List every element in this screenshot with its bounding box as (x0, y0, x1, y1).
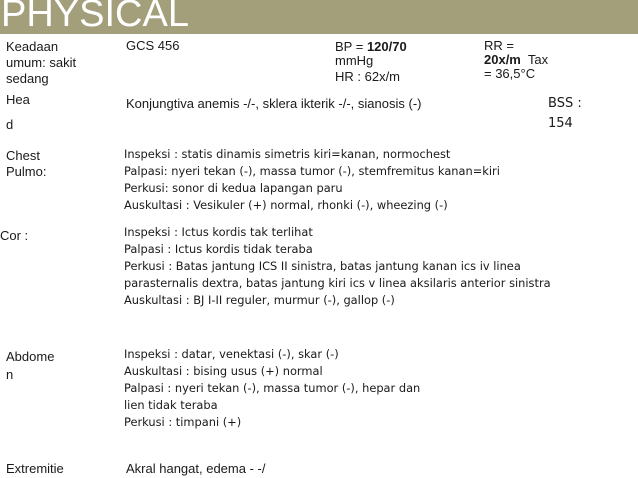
rr-prefix: RR = (484, 38, 514, 53)
chest-label-line: Pulmo: (6, 164, 47, 179)
general-label-line: sedang (6, 71, 49, 86)
chest-label (6, 148, 46, 180)
abdomen-line: lien tidak teraba (124, 398, 218, 412)
bss-label: BSS : (548, 96, 582, 111)
cor-line: Perkusi : Batas jantung ICS II sinistra, batas jantung kanan ics iv linea (124, 259, 521, 273)
abdomen-findings (124, 346, 420, 431)
general-label-line: Keadaan (6, 39, 59, 54)
abdomen-line: Auskultasi : bising usus (+) normal (124, 364, 323, 378)
cor-line: Inspeksi : Ictus kordis tak terlihat (124, 225, 313, 239)
abdomen-line: Inspeksi : datar, venektasi (-), skar (-) (124, 347, 339, 361)
cor-label: Cor : (0, 228, 29, 243)
bss-value: 154 (548, 116, 573, 131)
chest-label-line: Chest (6, 148, 40, 163)
abdomen-line: Perkusi : timpani (+) (124, 415, 242, 429)
head-label-line: Hea (6, 92, 30, 107)
temperature: = 36,5°C (484, 66, 536, 81)
extremity-label: Extremitie (6, 461, 64, 476)
general-label (6, 39, 76, 87)
page-title: PHYSICAL (1, 0, 189, 35)
chest-line: Palpasi: nyeri tekan (-), massa tumor (-), stemfremitus kanan=kiri (124, 164, 500, 178)
cor-line: Palpasi : Ictus kordis tidak teraba (124, 242, 313, 256)
bp-prefix: BP = (335, 39, 367, 54)
abdomen-line: Palpasi : nyeri tekan (-), massa tumor (-), hepar dan (124, 381, 421, 395)
abdomen-label-line: Abdome (6, 349, 55, 364)
chest-line: Auskultasi : Vesikuler (+) normal, rhonki (-), wheezing (-) (124, 198, 448, 212)
chest-findings (124, 146, 500, 214)
cor-line: Auskultasi : BJ I-II reguler, murmur (-), gallop (-) (124, 293, 395, 307)
rr-value: 20x/m (484, 52, 521, 67)
bp-value: 120/70 (366, 39, 407, 54)
tax-label: Tax (520, 52, 549, 67)
head-label-line: d (6, 117, 14, 132)
abdomen-label-line: n (6, 367, 14, 382)
gcs-value: GCS 456 (126, 38, 180, 53)
bp-unit: mmHg (335, 53, 374, 68)
general-label-line: umum: sakit (6, 55, 77, 70)
chest-line: Perkusi: sonor di kedua lapangan paru (124, 181, 343, 195)
extremity-finding: Akral hangat, edema - -/ (126, 461, 266, 476)
hr-reading: HR : 62x/m (335, 69, 401, 84)
chest-line: Inspeksi : statis dinamis simetris kiri=kanan, normochest (124, 147, 451, 161)
cor-line: parasternalis dextra, batas jantung kiri ics v linea aksilaris anterior sinistra (124, 276, 551, 290)
head-finding: Konjungtiva anemis -/-, sklera ikterik -/-, sianosis (-) (126, 96, 422, 111)
cor-findings (124, 224, 551, 309)
